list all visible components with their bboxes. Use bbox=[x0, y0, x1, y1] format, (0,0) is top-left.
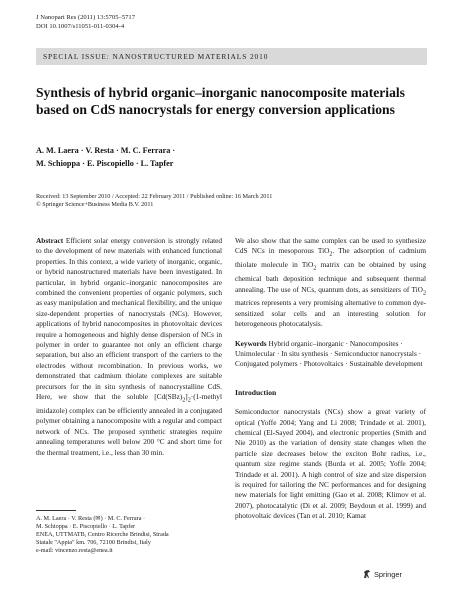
article-title: Synthesis of hybrid organic–inorganic nanocomposite materials based on CdS nanocrystals for energy conversion applications bbox=[36, 85, 405, 117]
introduction-heading: Introduction bbox=[235, 387, 277, 397]
footnote-affiliation-2: Statale "Appia" km. 706, 72100 Brindisi, Italy bbox=[36, 538, 151, 546]
affiliation-footnote bbox=[36, 515, 226, 555]
continuation-text-a: We also show that the same complex can be used to synthesize CdS NCs in mesoporous TiO bbox=[235, 236, 426, 256]
abstract-label: Abstract bbox=[36, 236, 64, 245]
footnote-email: e-mail: vincenzo.resta@enea.it bbox=[36, 546, 113, 554]
history-dates: Received: 13 September 2010 / Accepted: 22 February 2011 / Published online: 16 March 2011 bbox=[36, 193, 273, 200]
abstract-continuation bbox=[235, 236, 426, 330]
introduction-paragraph: Semiconductor nanocrystals (NCs) show a great variety of optical (Yoffe 2004; Yang and Li 2008; Trindade et al. 2001), chemical (El-Sayed 2004), and electronic properties (Smith and Nie 2010) as the variation of density state changes when the particle size decreases below the exciton Bohr radius, i.e., quantum size regime stands (Burda et al. 2005; Yoffe 2004; Trindade et al. 2001). A high control of size and size dispersion is required for tailoring the NC performances and for designing new materials for light emitting (Gao et al. 2008; Klimov et al. 2007), photocatalytic (Di et al. 2009; Beydoun et al. 1999) and photovoltaic devices (Tan et al. 2010; Kamat bbox=[235, 407, 426, 521]
continuation-sub-c: 2 bbox=[422, 289, 426, 296]
keywords-text: Hybrid organic–inorganic · Nanocomposites · Unimolecular · In situ synthesis · Semiconductor nanocrystals · Conjugated polymers · Photovoltaics · Sustainable development bbox=[235, 338, 423, 369]
special-issue-banner bbox=[36, 48, 427, 65]
continuation-sub-b: 2 bbox=[313, 265, 317, 272]
right-column bbox=[235, 236, 426, 522]
springer-horse-icon bbox=[362, 569, 372, 579]
author-line-2: M. Schioppa · E. Piscopiello · L. Tapfer bbox=[36, 158, 174, 168]
footnote-affiliation-1: ENEA, UTTMATB, Centro Ricerche Brindisi, Strada bbox=[36, 530, 169, 538]
doi-line: DOI 10.1007/s11051-011-0304-4 bbox=[36, 22, 125, 30]
continuation-text-d: matrices represents a very promising alternative to common dye-sensitized solar cells and an interesting solution for heterogeneous photocatalysis. bbox=[235, 298, 426, 329]
journal-line: J Nanopart Res (2011) 13:5705–5717 bbox=[36, 14, 136, 21]
publisher-name: Springer bbox=[374, 569, 402, 579]
continuation-sub-a: 2 bbox=[329, 251, 333, 258]
journal-citation bbox=[36, 14, 135, 31]
abstract-paragraph bbox=[36, 236, 222, 458]
article-history bbox=[36, 193, 436, 210]
special-issue-label: SPECIAL ISSUE: NANOSTRUCTURED MATERIALS 2010 bbox=[43, 52, 269, 61]
abstract-sub-a: 2 bbox=[182, 397, 186, 404]
footnote-authors-1: A. M. Laera · V. Resta (✉) · M. C. Ferrara · bbox=[36, 515, 146, 522]
continuation-text-c: matrix can be obtained by using chemical bath deposition technique and subsequent thermal annealing. The use of NCs, quantum dots, as sensitizers of TiO bbox=[235, 260, 426, 294]
keywords-label: Keywords bbox=[235, 338, 267, 348]
keywords-paragraph bbox=[235, 339, 426, 370]
continuation-text-b: . The adsorption of cadmium thiolate molecule in TiO bbox=[235, 246, 427, 270]
left-column bbox=[36, 236, 222, 458]
author-list bbox=[36, 145, 336, 170]
publisher-logo bbox=[362, 569, 402, 579]
footnote-divider bbox=[36, 510, 76, 511]
abstract-text-c: ·(1-methyl imidazole) complex can be efficiently annealed in a conjugated polymer obtaining a nanocomposite with a regular and compact network of NCs. The proposed synthetic strategies require annealing temperatures well below 200 °C and short time for the thermal treatment, i.e., less than 30 min. bbox=[36, 392, 223, 457]
author-line-1: A. M. Laera · V. Resta · M. C. Ferrara · bbox=[36, 146, 176, 155]
abstract-text-b: ] bbox=[185, 392, 188, 402]
footnote-authors-2: M. Schioppa · E. Piscopiello · L. Tapfer bbox=[36, 522, 136, 530]
copyright-line: © Springer Science+Business Media B.V. 2011 bbox=[36, 201, 154, 209]
abstract-text-a: Efficient solar energy conversion is strongly related to the development of new materials with enhanced functional properties. In this context, a wide variety of inorganic, organic, or hybrid nanostructured materials have been investigated. In particular, in hybrid organic–inorganic nanocomposites are combined the convenient properties of organic polymers, such as easy manipulation and mechanical flexibility, and the unique size-dependent properties of nanocrystals (NCs). However, applications of hybrid nanocomposites in photovoltaic devices require a homogeneous and highly dense dispersion of NCs in polymer in order to guarantee not only an efficient charge separation, but also an efficient transport of the carriers to the electrodes without recombination. In previous works, we demonstrated that cadmium thiolate complexes are suitable precursors for the in situ synthesis of nanocrystalline CdS. Here, we show that the soluble [Cd(SBz) bbox=[36, 236, 222, 402]
abstract-sub-b: 2 bbox=[187, 397, 191, 404]
